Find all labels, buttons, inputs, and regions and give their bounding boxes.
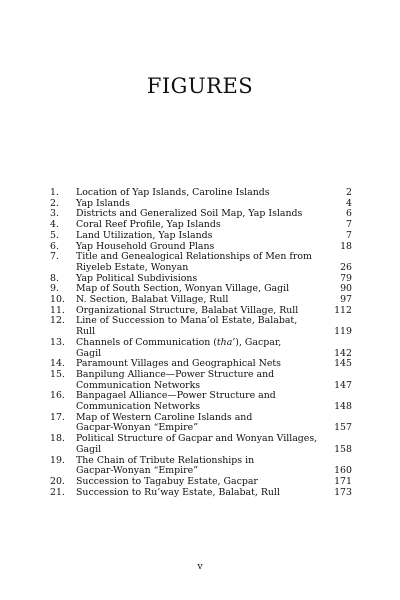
figure-page: 7 <box>346 219 352 231</box>
figure-page: 112 <box>334 304 352 316</box>
figure-title: Political Structure of Gacpar and Wonyan Villages, Gagil <box>76 433 318 455</box>
figure-item <box>50 231 352 242</box>
figure-title: Banpagael Alliance—Power Structure and Communication Networks <box>76 390 276 413</box>
figure-number: 20. <box>50 475 65 487</box>
figure-title: Map of Western Caroline Islands and Gacpar-Wonyan “Empire” <box>76 411 253 434</box>
figure-number: 11. <box>50 304 65 316</box>
figure-title: Paramount Villages and Geographical Nets <box>76 358 281 370</box>
figure-item <box>50 456 352 477</box>
figure-title: N. Section, Balabat Village, Rull <box>76 294 229 306</box>
figure-title: Organizational Structure, Balabat Village, Rull <box>76 304 299 316</box>
figure-item <box>50 413 352 434</box>
page-number: v <box>197 561 203 572</box>
figure-number: 13. <box>50 336 65 348</box>
figure-title: Districts and Generalized Soil Map, Yap Islands <box>76 208 303 220</box>
figure-item <box>50 316 352 337</box>
figure-title: Title and Genealogical Relationships of Men from Riyeleb Estate, Wonyan <box>76 251 312 273</box>
figure-item <box>50 434 352 455</box>
figure-page: 158 <box>334 443 352 455</box>
figure-page: 173 <box>334 486 352 498</box>
figure-page: 90 <box>340 283 352 295</box>
figure-title: Succession to Ru’way Estate, Balabat, Rull <box>76 486 280 498</box>
figure-page: 7 <box>346 229 352 241</box>
figure-list <box>50 188 352 498</box>
figure-title: Line of Succession to Mana’ol Estate, Balabat, Rull <box>76 315 298 338</box>
figure-title: Channels of Communication (tha’), Gacpar, Gagil <box>76 336 282 359</box>
figure-number: 2. <box>50 197 59 209</box>
figure-page: 26 <box>340 261 352 273</box>
figure-page: 4 <box>346 197 352 209</box>
figure-number: 15. <box>50 368 65 380</box>
figure-title: Succession to Tagabuy Estate, Gacpar <box>76 475 258 487</box>
figure-number: 8. <box>50 272 59 284</box>
figure-page: 2 <box>346 187 352 198</box>
figure-number: 5. <box>50 229 59 241</box>
figure-number: 18. <box>50 433 65 445</box>
figure-number: 17. <box>50 411 65 423</box>
figure-page: 148 <box>334 401 352 413</box>
figure-item <box>50 252 352 273</box>
figure-title: Yap Islands <box>76 197 130 209</box>
figure-page: 147 <box>334 379 352 391</box>
italic-term: tha’ <box>216 336 236 348</box>
figure-number: 3. <box>50 208 59 220</box>
figure-title: Location of Yap Islands, Caroline Islands <box>76 187 270 198</box>
figure-number: 9. <box>50 283 59 295</box>
figure-number: 21. <box>50 486 65 498</box>
figure-page: 18 <box>340 240 352 252</box>
figure-number: 19. <box>50 454 65 466</box>
figure-page: 142 <box>334 347 352 359</box>
figure-title: Coral Reef Profile, Yap Islands <box>76 219 221 231</box>
figure-title: The Chain of Tribute Relationships in Gacpar-Wonyan “Empire” <box>76 454 255 477</box>
figure-page: 145 <box>334 358 352 370</box>
figure-title: Yap Household Ground Plans <box>76 240 215 252</box>
figure-title: Banpilung Alliance—Power Structure and Communication Networks <box>76 368 275 391</box>
figure-number: 16. <box>50 390 65 402</box>
figure-item <box>50 338 352 359</box>
figure-page: 119 <box>334 326 352 338</box>
figure-number: 14. <box>50 358 65 370</box>
figure-number: 7. <box>50 251 59 263</box>
figure-number: 4. <box>50 219 59 231</box>
figure-number: 10. <box>50 294 65 306</box>
figure-number: 12. <box>50 315 65 327</box>
figure-page: 157 <box>334 422 352 434</box>
figure-number: 6. <box>50 240 59 252</box>
figure-page: 160 <box>334 465 352 477</box>
figure-item <box>50 488 352 499</box>
figure-page: 6 <box>346 208 352 220</box>
page-title: FIGURES <box>146 74 254 98</box>
figure-title: Map of South Section, Wonyan Village, Gagil <box>76 283 290 295</box>
figure-page: 171 <box>334 475 352 487</box>
figure-page: 97 <box>340 294 352 306</box>
figure-page: 79 <box>340 272 352 284</box>
figure-number: 1. <box>50 187 59 198</box>
figure-title: Yap Political Subdivisions <box>76 272 198 284</box>
figure-item <box>50 370 352 391</box>
figure-item <box>50 391 352 412</box>
figure-title: Land Utilization, Yap Islands <box>76 229 213 241</box>
